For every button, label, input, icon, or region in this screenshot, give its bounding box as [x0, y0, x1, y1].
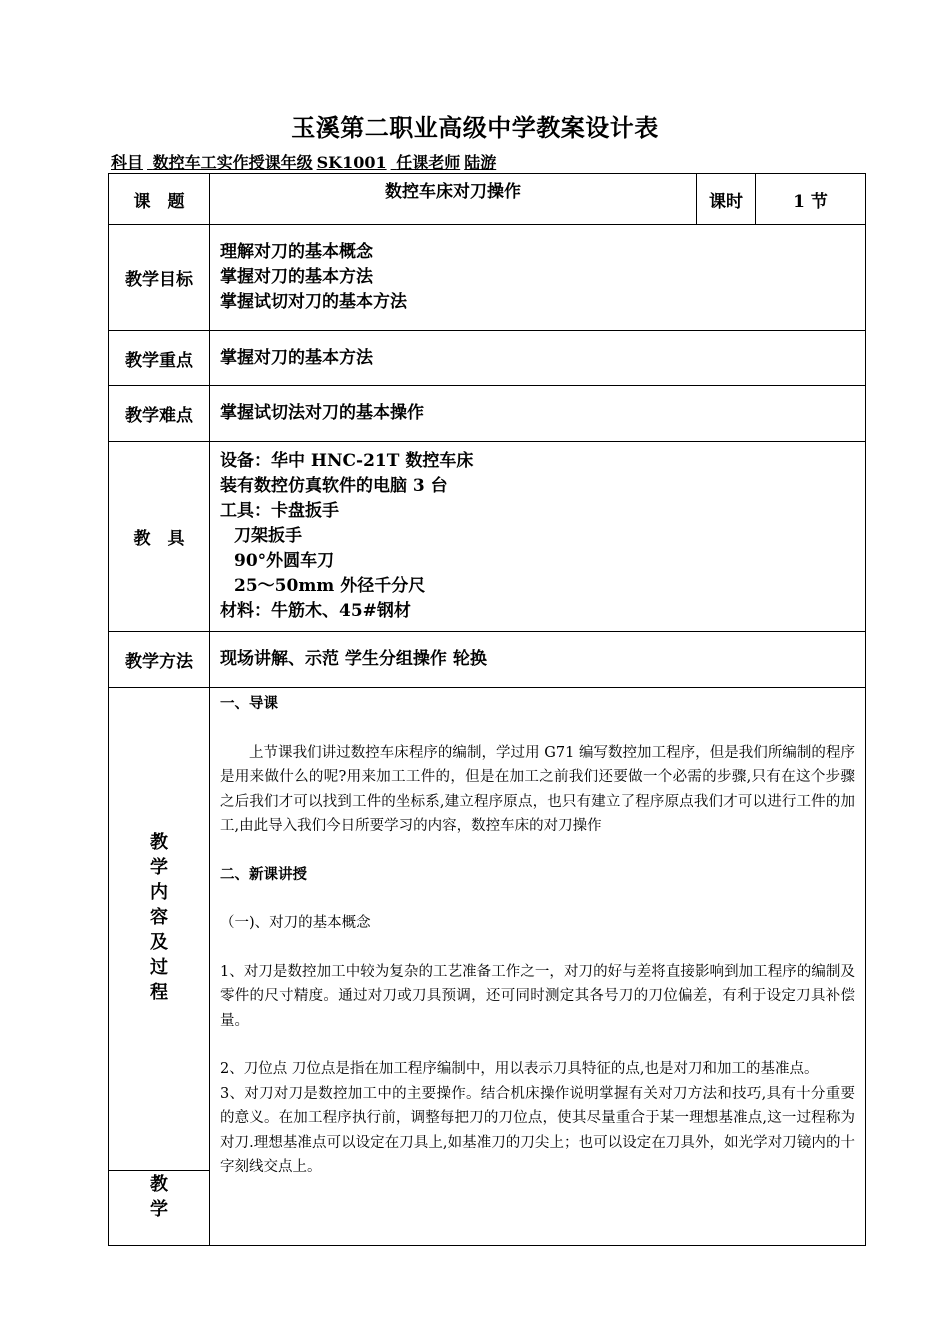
- goal-line: 理解对刀的基本概念: [220, 242, 373, 262]
- row-topic: [109, 174, 866, 225]
- topic-value: 数控车床对刀操作: [210, 174, 697, 225]
- concept-paragraph: 3、对刀对刀是数控加工中的主要操作。结合机床操作说明掌握有关对刀方法和技巧,具有十分重要的意义。在加工程序执行前，调整每把刀的刀位点，使其尽量重合于某一理想基准点,这一过程称为对刀.理想基准点可以设定在刀具上,如基准刀的刀尖上；也可以设定在刀具外，如光学对刀镜内的十字刻线交点上。: [220, 1085, 855, 1175]
- tools-line: 90°外圆车刀: [234, 551, 335, 571]
- row-goals: [109, 225, 866, 331]
- key-value: 掌握对刀的基本方法: [210, 331, 866, 386]
- subject-label: 科目: [111, 153, 144, 172]
- content-label-cell: [109, 688, 210, 1246]
- topic-label: 课 题: [109, 174, 210, 225]
- key-label: 教学重点: [109, 331, 210, 386]
- difficulty-value: 掌握试切法对刀的基本操作: [210, 386, 866, 442]
- course-info-line: [111, 150, 500, 173]
- concept-paragraph: 1、对刀是数控加工中较为复杂的工艺准备工作之一，对刀的好与差将直接影响到加工程序的编制及零件的尺寸精度。通过对刀或刀具预调，还可同时测定其各号刀的刀位偏差，有利于设定刀具补偿量。: [220, 963, 855, 1029]
- goals-label: 教学目标: [109, 225, 210, 331]
- content-label-2: 教 学: [150, 1174, 168, 1220]
- section-heading: 一、导课: [220, 695, 278, 712]
- method-value: 现场讲解、示范 学生分组操作 轮换: [210, 632, 866, 688]
- method-label: 教学方法: [109, 632, 210, 688]
- tools-value: [210, 442, 866, 632]
- subject-value: 数控车工实作授课年级: [152, 153, 313, 172]
- tools-line: 工具：卡盘扳手: [220, 501, 339, 521]
- tools-line: 装有数控仿真软件的电脑 3 台: [220, 476, 448, 496]
- hours-label: 课时: [697, 174, 756, 225]
- row-tools: [109, 442, 866, 632]
- tools-label: 教 具: [109, 442, 210, 632]
- teacher-value: 陆游: [464, 153, 497, 172]
- tools-line: 刀架扳手: [234, 526, 302, 546]
- concept-paragraph: 2、刀位点 刀位点是指在加工程序编制中，用以表示刀具特征的点,也是对刀和加工的基准点。: [220, 1061, 819, 1077]
- row-difficulty: [109, 386, 866, 442]
- lesson-plan-table: [108, 173, 866, 1246]
- row-key: [109, 331, 866, 386]
- intro-paragraph: 上节课我们讲过数控车床程序的编制，学过用 G71 编写数控加工程序，但是我们所编制的程序是用来做什么的呢?用来加工工件的，但是在加工之前我们还要做一个必需的步骤,只有在这个步骤之后我们才可以找到工件的坐标系,建立程序原点，也只有建立了程序原点我们才可以进行工件的加工,由此导入我们今日所要学习的内容，数控车床的对刀操作: [220, 744, 855, 834]
- goals-value: [210, 225, 866, 331]
- tools-line: 材料：牛筋木、45#钢材: [220, 601, 411, 621]
- content-label: 教 学 内 容 及 过 程: [150, 832, 168, 1003]
- subsection-heading: （一)、对刀的基本概念: [220, 915, 371, 931]
- difficulty-label: 教学难点: [109, 386, 210, 442]
- content-body: [210, 688, 866, 1246]
- tools-line: 设备：华中 HNC-21T 数控车床: [220, 451, 474, 471]
- goal-line: 掌握对刀的基本方法: [220, 267, 373, 287]
- teacher-label: 任课老师: [396, 153, 461, 172]
- tools-line: 25～50mm 外径千分尺: [234, 576, 426, 596]
- row-method: [109, 632, 866, 688]
- hours-value: 1 节: [756, 174, 866, 225]
- goal-line: 掌握试切对刀的基本方法: [220, 292, 407, 312]
- label-divider: [109, 1170, 209, 1171]
- grade-value: SK1001: [316, 153, 387, 172]
- page-title: 玉溪第二职业高级中学教案设计表: [291, 113, 659, 142]
- row-content: [109, 688, 866, 1246]
- section-heading: 二、新课讲授: [220, 865, 307, 883]
